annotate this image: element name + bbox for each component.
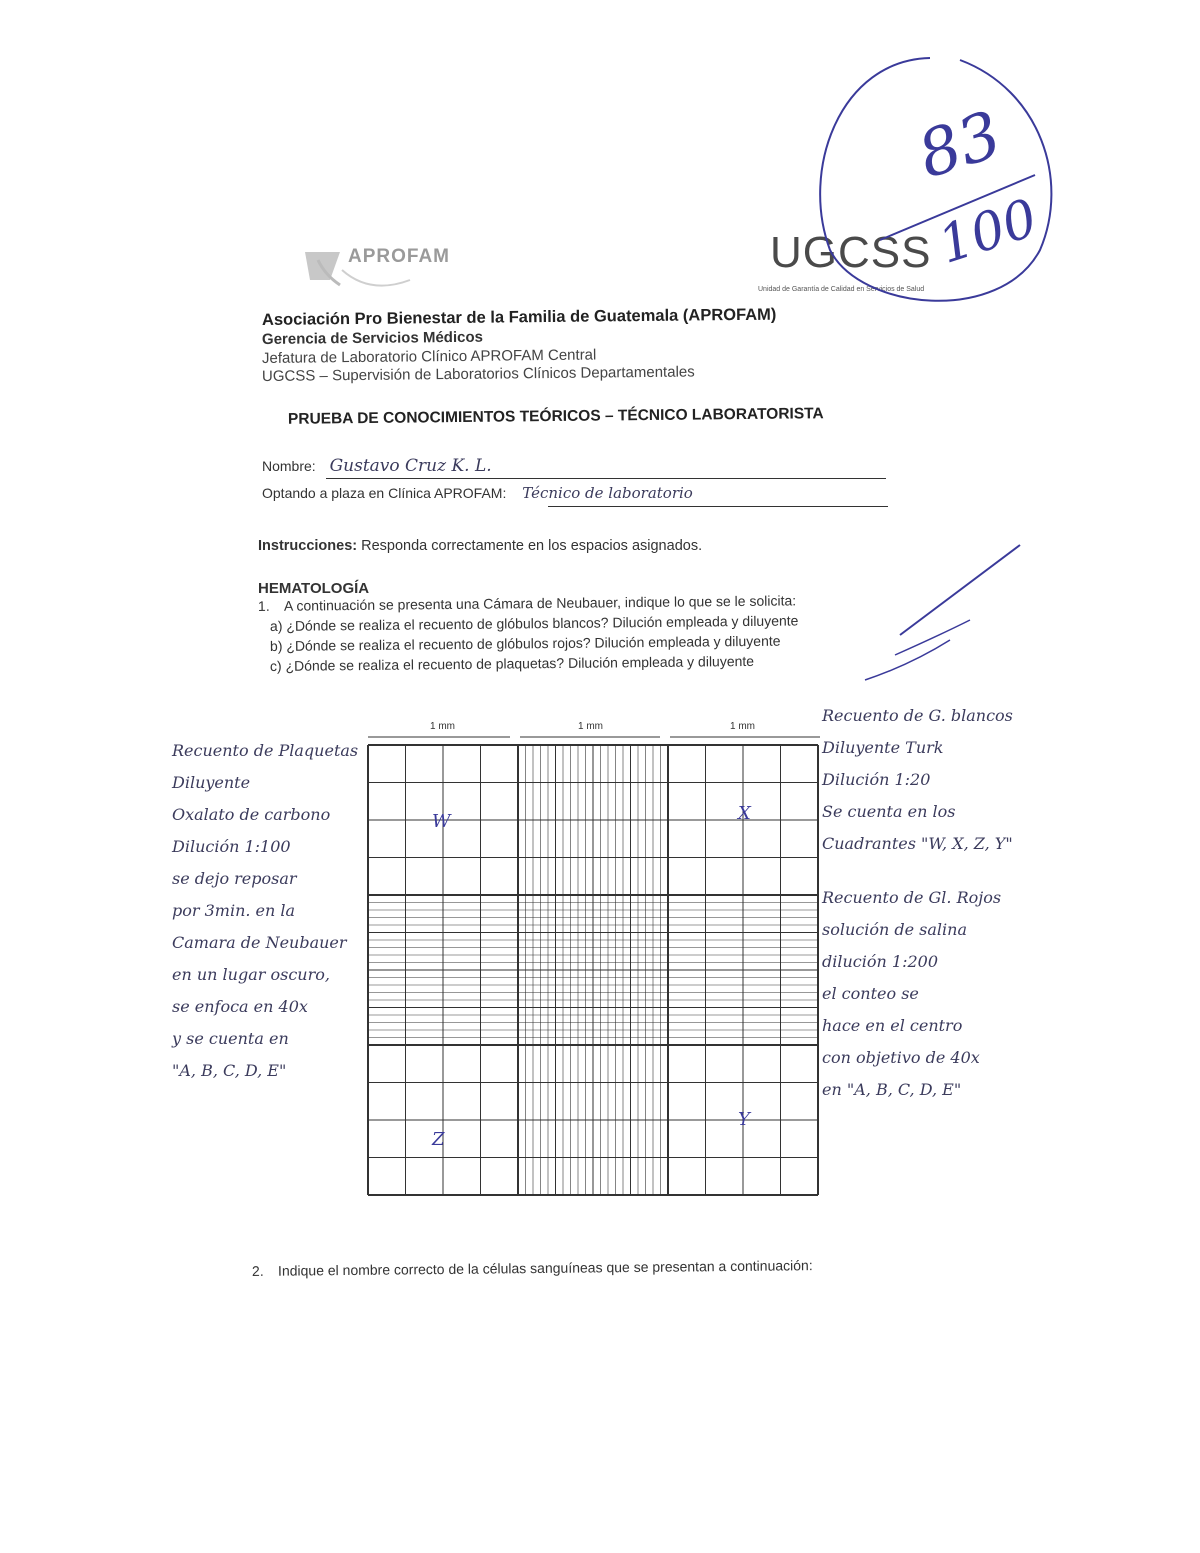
score-circle-icon [800,50,1060,320]
handwritten-wbc-answer [822,700,1013,860]
scale-label-center: 1 mm [578,721,603,732]
platelets-answer-line: "A, B, C, D, E" [172,1061,287,1080]
position-value: Técnico de laboratorio [522,484,693,502]
wbc-answer-line: Recuento de G. blancos [822,706,1013,725]
header-line-3: Jefatura de Laboratorio Clínico APROFAM Central [261,346,597,367]
platelets-answer-line: se dejo reposar [172,869,297,888]
test-title: PRUEBA DE CONOCIMIENTOS TEÓRICOS – TÉCNICO LABORATORISTA [287,405,824,428]
neubauer-chamber [360,715,830,1220]
scale-label-right: 1 mm [730,721,755,732]
score-obtained: 83 [909,97,1011,194]
name-label: Nombre: [262,458,316,474]
wbc-answer-line: Dilución 1:20 [822,770,931,789]
header-line-4: UGCSS – Supervisión de Laboratorios Clínicos Departamentales [261,363,695,385]
platelets-answer-line: Camara de Neubauer [172,933,347,952]
ugcss-logo: UGCSS [770,228,932,277]
instructions [258,538,702,554]
score-mark [800,50,1060,325]
ugcss-subtitle: Unidad de Garantía de Calidad en Servicios de Salud [758,286,925,293]
position-underline [548,490,888,507]
question-1b: b) ¿Dónde se realiza el recuento de glóbulos rojos? Dilución empleada y diluyente [269,632,781,654]
question-1a: a) ¿Dónde se realiza el recuento de glóbulos blancos? Dilución empleada y diluyente [269,612,799,634]
platelets-answer-line: Dilución 1:100 [172,837,291,856]
score-total: 100 [931,188,1045,276]
instructions-text: Responda correctamente en los espacios asignados. [361,538,703,554]
question-1-text: A continuación se presenta una Cámara de Neubauer, indique lo que se le solicita: [283,592,797,614]
organization-name: Asociación Pro Bienestar de la Familia de Guatemala (APROFAM) [261,305,777,329]
quadrant-label-w: W [432,811,451,832]
platelets-answer-line: en un lugar oscuro, [172,965,330,984]
question-2 [252,1257,813,1279]
question-1-number: 1. [257,597,270,614]
wbc-answer-line: Diluyente Turk [822,738,944,757]
scale-label-left: 1 mm [430,721,455,732]
platelets-answer-line: por 3min. en la [172,901,296,920]
rbc-answer-line: con objetivo de 40x [822,1048,980,1067]
rbc-answer-line: Recuento de Gl. Rojos [822,888,1002,907]
wbc-answer-line: Cuadrantes "W, X, Z, Y" [822,834,1013,853]
platelets-answer-line: y se cuenta en [172,1029,289,1048]
aprofam-logo-text: APROFAM [348,246,450,267]
check-marks-icon [840,540,1040,690]
instructions-label: Instrucciones: [258,538,358,554]
quadrant-label-y: Y [738,1109,750,1130]
platelets-answer-line: Diluyente [172,773,251,792]
platelets-answer-line: Recuento de Plaquetas [172,741,359,760]
rbc-answer-line: hace en el centro [822,1016,963,1035]
quadrant-label-x: X [738,803,751,824]
handwritten-rbc-answer [822,882,1001,1106]
handwritten-platelets-answer [172,735,358,1087]
section-title: HEMATOLOGÍA [258,580,370,597]
question-2-number: 2. [251,1262,264,1279]
position-label: Optando a plaza en Clínica APROFAM: [262,485,507,501]
question-1c: c) ¿Dónde se realiza el recuento de plaquetas? Dilución empleada y diluyente [269,652,755,674]
platelets-answer-line: se enfoca en 40x [172,997,308,1016]
neubauer-chamber-grid [360,715,830,1215]
question-2-text: Indique el nombre correcto de la células sanguíneas que se presentan a continuación: [277,1257,813,1279]
quadrant-label-z: Z [432,1129,445,1150]
rbc-answer-line: solución de salina [822,920,967,939]
platelets-answer-line: Oxalato de carbono [172,805,331,824]
name-underline [326,462,886,479]
wbc-answer-line: Se cuenta en los [822,802,956,821]
header-line-2: Gerencia de Servicios Médicos [261,328,484,348]
rbc-answer-line: el conteo se [822,984,919,1003]
name-value: Gustavo Cruz K. L. [329,456,492,476]
rbc-answer-line: dilución 1:200 [822,952,938,971]
rbc-answer-line: en "A, B, C, D, E" [822,1080,962,1099]
